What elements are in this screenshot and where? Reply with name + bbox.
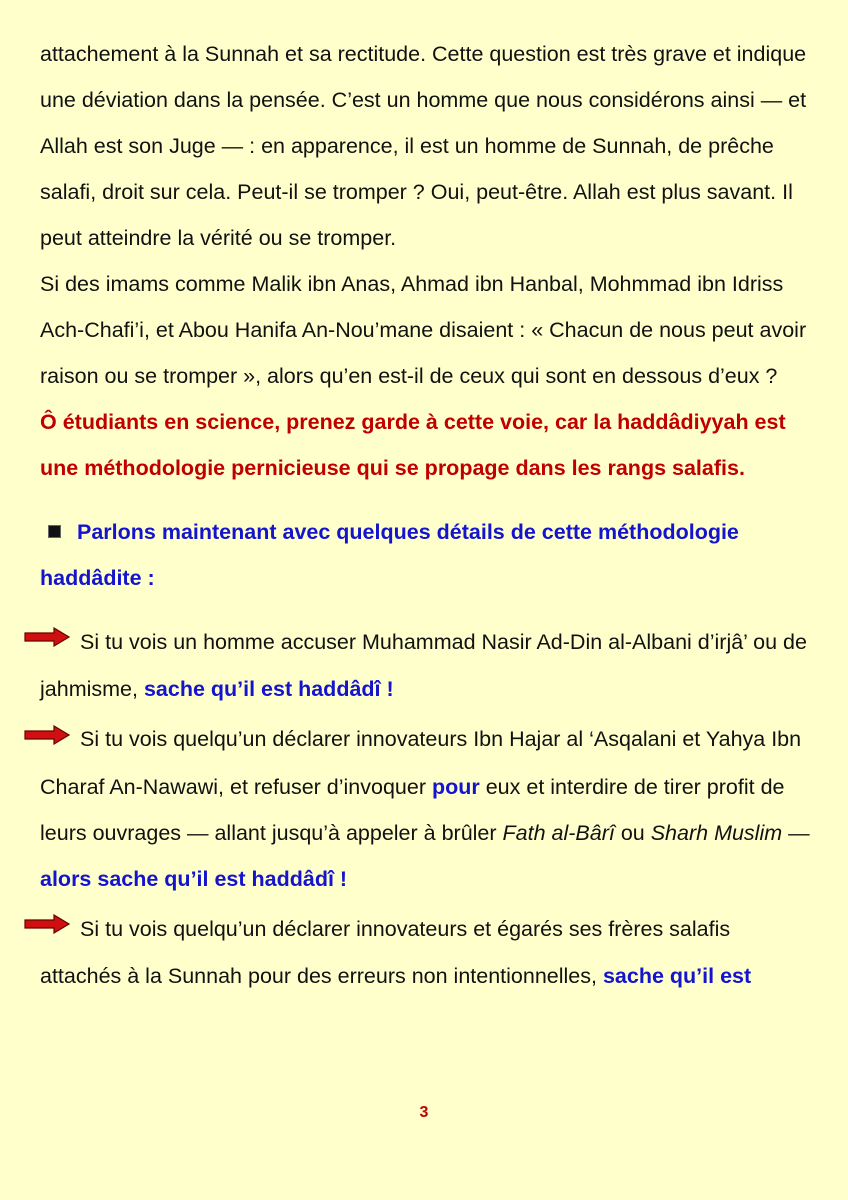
red-arrow-icon (24, 715, 70, 761)
bullet-text: — (782, 820, 810, 845)
bullet-text: Si tu vois un homme accuser Muhammad Nasir Ad-Din al-Albani d’irjâ’ ou de jahmisme, (40, 630, 807, 702)
bullet-emphasis: alors sache qu’il est haddâdî ! (40, 866, 348, 891)
black-square-icon (48, 525, 61, 538)
warning-paragraph: Ô étudiants en science, prenez garde à cette voie, car la haddâdiyyah est une méthodologie pernicieuse qui se propage dans les rangs salafis. (40, 410, 786, 480)
heading-text-1: Parlons maintenant avec quelques détails de cette méthodologie (77, 520, 739, 544)
page-body (40, 31, 810, 999)
bullet-emphasis: pour (431, 774, 480, 799)
bullet-text: Si tu vois quelqu’un déclarer innovateurs Ibn Hajar al ‘Asqalani et Yahya Ibn Charaf An-Nawawi, et refuser d’invoquer (40, 727, 802, 799)
bullet-emphasis: sache qu’il est (602, 963, 752, 988)
paragraph-continuation: attachement à la Sunnah et sa rectitude. Cette question est très grave et indique une déviation dans la pensée. C’est un homme que nous considérons ainsi — et Allah est son Juge — : en apparence, il est un homme de Sunnah, de prêche salafi, droit sur cela. Peut-il se tromper ? Oui, peut-être. Allah est plus savant. Il peut atteindre la vérité ou se tromper. (40, 42, 807, 250)
heading-line-2: haddâdite : (40, 566, 155, 590)
book-title: Sharh Muslim (650, 820, 783, 845)
book-title: Fath al-Bârî (502, 820, 615, 845)
bullet-emphasis: sache qu’il est haddâdî ! (143, 677, 394, 702)
bullet-text: ou (614, 820, 651, 845)
bullet-text: eux et interdire de tirer profit de leurs ouvrages — allant jusqu’à appeler à brûler (40, 774, 785, 845)
bullet-item-ibn-hajar (40, 716, 810, 901)
page-number: 3 (419, 1104, 429, 1121)
red-arrow-icon (24, 904, 70, 950)
heading-line-1 (48, 509, 810, 555)
bullet-item-freres-salafis (40, 906, 810, 999)
section-heading (40, 509, 810, 601)
bullet-item-albani (40, 619, 810, 712)
red-arrow-icon (24, 617, 70, 663)
bullet-text: Si tu vois quelqu’un déclarer innovateurs et égarés ses frères salafis attachés à la Sunnah pour des erreurs non intentionnelles, (40, 916, 731, 988)
paragraph-imams: Si des imams comme Malik ibn Anas, Ahmad ibn Hanbal, Mohmmad ibn Idriss Ach-Chafi’i, et Abou Hanifa An-Nou’mane disaient : « Chacun de nous peut avoir raison ou se tromper », alors qu’en est-il de ceux qui sont en dessous d’eux ? (40, 272, 807, 388)
